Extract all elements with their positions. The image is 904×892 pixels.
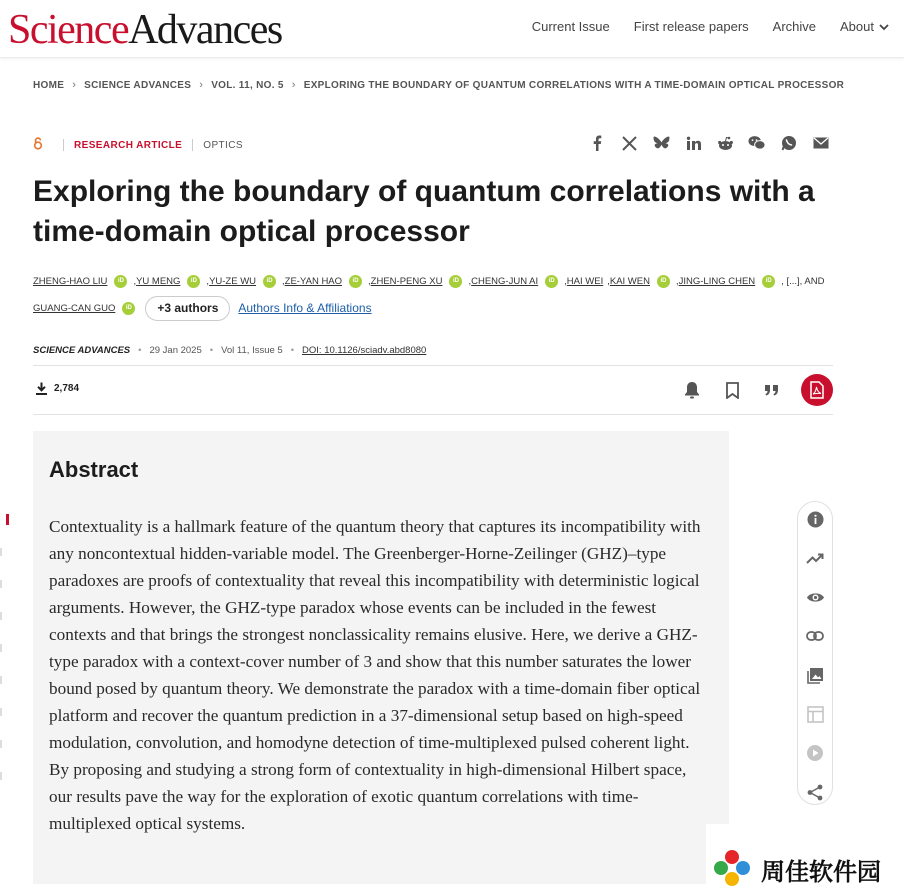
- nav-about[interactable]: [840, 19, 890, 34]
- orcid-icon[interactable]: iD: [187, 275, 200, 288]
- bell-icon[interactable]: [681, 379, 703, 401]
- article-type: RESEARCH ARTICLE: [74, 139, 183, 151]
- whatsapp-icon[interactable]: [780, 134, 798, 152]
- site-logo[interactable]: ScienceAdvances: [8, 7, 282, 53]
- author-link[interactable]: JING-LING CHEN: [678, 276, 756, 287]
- bookmark-icon[interactable]: [721, 379, 743, 401]
- facebook-icon[interactable]: [588, 134, 606, 152]
- abstract-heading: Abstract: [49, 457, 139, 482]
- breadcrumb-journal[interactable]: SCIENCE ADVANCES: [84, 79, 192, 91]
- side-rail: [797, 501, 833, 805]
- download-count-value: 2,784: [54, 383, 80, 394]
- journal-name[interactable]: SCIENCE ADVANCES: [33, 345, 131, 356]
- nav-current-issue[interactable]: Current Issue: [531, 19, 610, 34]
- chevron-right-icon: ›: [199, 79, 204, 91]
- author-link[interactable]: GUANG-CAN GUO: [33, 303, 116, 314]
- divider: [192, 139, 193, 151]
- article-meta-row: [33, 137, 243, 153]
- authors-ellipsis: , [...], AND: [781, 276, 825, 287]
- chevron-right-icon: ›: [72, 79, 77, 91]
- download-count: [35, 382, 79, 395]
- article-subject[interactable]: OPTICS: [203, 139, 243, 151]
- affiliations-link[interactable]: Authors Info & Affiliations: [238, 301, 372, 315]
- orcid-icon[interactable]: iD: [449, 275, 462, 288]
- author-link[interactable]: YU-ZE WU: [209, 276, 257, 287]
- open-access-icon: [33, 137, 43, 153]
- eye-icon[interactable]: [804, 586, 826, 608]
- watermark-text: 周佳软件园: [761, 858, 881, 886]
- separator-dot: •: [209, 345, 214, 356]
- article-toolbar: [33, 365, 833, 415]
- breadcrumb-current: EXPLORING THE BOUNDARY OF QUANTUM CORRELATIONS WITH A TIME-DOMAIN OPTICAL PROCESSOR: [303, 79, 845, 91]
- author-link[interactable]: YU MENG: [136, 276, 181, 287]
- download-icon: [35, 382, 48, 395]
- email-icon[interactable]: [812, 134, 830, 152]
- watermark-logo-icon: [712, 848, 752, 888]
- site-header: [0, 0, 904, 58]
- author-link[interactable]: CHENG-JUN AI: [471, 276, 539, 287]
- section-marker: [6, 514, 9, 525]
- orcid-icon[interactable]: iD: [762, 275, 775, 288]
- chevron-down-icon: [878, 21, 890, 33]
- main-nav: [532, 19, 890, 34]
- section-ticks: [0, 548, 2, 804]
- info-icon[interactable]: [804, 508, 826, 530]
- article-title: Exploring the boundary of quantum correlations with a time-domain optical processor: [33, 175, 815, 248]
- nav-archive[interactable]: Archive: [772, 19, 817, 34]
- orcid-icon[interactable]: iD: [114, 275, 127, 288]
- divider: [63, 139, 64, 151]
- orcid-icon[interactable]: iD: [657, 275, 670, 288]
- doi-link[interactable]: DOI: 10.1126/sciadv.abd8080: [302, 345, 427, 356]
- article-tools: [681, 374, 833, 406]
- abstract-section: [33, 431, 729, 884]
- publish-date: 29 Jan 2025: [149, 345, 202, 356]
- nav-first-release[interactable]: First release papers: [633, 19, 749, 34]
- metrics-icon[interactable]: [804, 547, 826, 569]
- breadcrumb-home[interactable]: HOME: [33, 79, 65, 91]
- orcid-icon[interactable]: iD: [122, 302, 135, 315]
- reddit-icon[interactable]: [716, 134, 734, 152]
- pdf-download-button[interactable]: [801, 374, 833, 406]
- orcid-icon[interactable]: iD: [545, 275, 558, 288]
- share-bar: [588, 134, 830, 152]
- author-link[interactable]: KAI WEN: [609, 276, 650, 287]
- nav-about-label: About: [840, 19, 874, 34]
- author-list: ZHENG-HAO LIU iD , YU MENG iD , YU-ZE WU iD , ZE-YAN HAO iD , ZHEN-PENG XU iD , CHENG-JUN AI iD , HAI WEI , KAI WEN iD , JING-LING CHEN iD , [...], AND GUANG-CAN GUO iD +3 authors Authors Info & Affiliations: [33, 275, 833, 321]
- wechat-icon[interactable]: [748, 134, 766, 152]
- pdf-icon: [809, 381, 825, 399]
- abstract-text: Contextuality is a hallmark feature of the quantum theory that captures its incompatibility with any noncontextual hidden-variable model. The Greenberger-Horne-Zeilinger (GHZ)–type paradoxes are proofs of contextuality that reveal this incompatibility with deterministic logical arguments. However, the GHZ-type paradox whose events can be included in the fewest contexts and that brings the strongest nonclassicality remains elusive. Here, we derive a GHZ-type paradox with a context-cover number of 3 and show that this number saturates the lower bound posed by quantum theory. We demonstrate the paradox with a time-domain fiber optical platform and recover the quantum prediction in a 37-dimensional setup based on high-speed modulation, convolution, and homodyne detection of time-multiplexed pulsed coherent light. By proposing and studying a strong form of contextuality in high-dimensional Hilbert space, our results pave the way for the exploration of exotic quantum correlations with time-multiplexed optical systems.: [49, 517, 701, 833]
- cite-icon[interactable]: [761, 379, 783, 401]
- author-link[interactable]: HAI WEI: [566, 276, 604, 287]
- table-icon[interactable]: [804, 703, 826, 725]
- author-link[interactable]: ZE-YAN HAO: [284, 276, 343, 287]
- separator-dot: •: [290, 345, 295, 356]
- bluesky-icon[interactable]: [652, 134, 670, 152]
- watermark: [706, 824, 904, 892]
- link-icon[interactable]: [804, 625, 826, 647]
- play-media-icon[interactable]: [804, 742, 826, 764]
- share-icon[interactable]: [804, 781, 826, 803]
- breadcrumb-issue[interactable]: VOL. 11, NO. 5: [211, 79, 284, 91]
- orcid-icon[interactable]: iD: [349, 275, 362, 288]
- breadcrumb: [33, 79, 844, 91]
- separator-dot: •: [138, 345, 142, 356]
- volume-issue[interactable]: Vol 11, Issue 5: [221, 345, 283, 356]
- x-twitter-icon[interactable]: [620, 134, 638, 152]
- linkedin-icon[interactable]: [684, 134, 702, 152]
- author-link[interactable]: ZHENG-HAO LIU: [33, 276, 108, 287]
- publication-info: [33, 345, 426, 356]
- author-link[interactable]: ZHEN-PENG XU: [370, 276, 443, 287]
- more-authors-button[interactable]: +3 authors: [145, 296, 230, 321]
- image-gallery-icon[interactable]: [804, 664, 826, 686]
- orcid-icon[interactable]: iD: [263, 275, 276, 288]
- chevron-right-icon: ›: [291, 79, 296, 91]
